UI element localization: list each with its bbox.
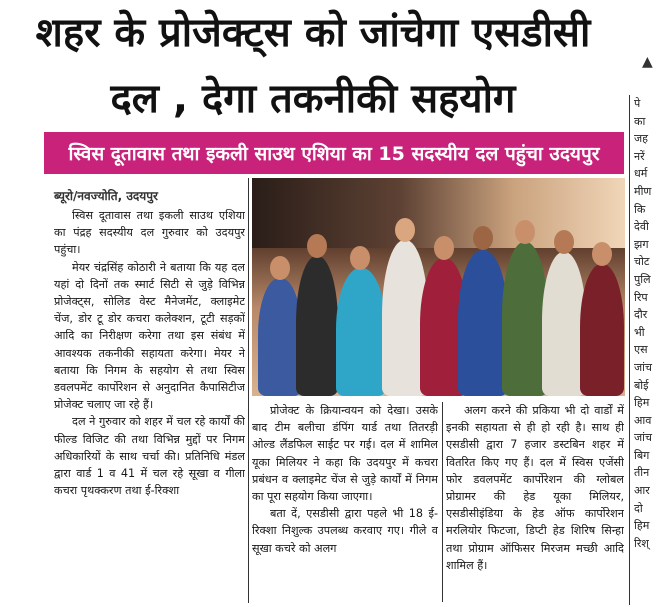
- sub-headline-banner: स्विस दूतावास तथा इकली साउथ एशिया का 15 सदस्यीय दल पहुंचा उदयपुर: [44, 132, 624, 174]
- strip-line: कि: [634, 202, 646, 216]
- strip-line: एस: [634, 343, 648, 357]
- article-column-2: [252, 402, 438, 602]
- arrow-icon: ▲: [642, 54, 653, 70]
- strip-line: बिग: [634, 448, 650, 462]
- strip-line: जांच: [634, 431, 652, 445]
- group-photo: [252, 178, 625, 396]
- strip-line: आव: [634, 413, 652, 427]
- paragraph: बता दें, एसडीसी द्वारा पहले भी 18 ई-रिक्शा निशुल्क उपलब्ध करवाए गए। गीले व सूखा कचरे को अलग: [252, 507, 438, 555]
- strip-line: बोई: [634, 378, 649, 392]
- strip-line: पुलि: [634, 272, 651, 286]
- strip-line: आर: [634, 484, 650, 498]
- strip-line: हिम: [634, 519, 650, 533]
- strip-line: भी: [634, 325, 645, 339]
- strip-line: दौर: [634, 308, 648, 322]
- adjacent-article-strip: [634, 95, 656, 600]
- article-column-1: [54, 207, 245, 602]
- strip-line: का: [634, 114, 646, 128]
- strip-line: जांच: [634, 360, 652, 374]
- strip-line: नरें: [634, 149, 645, 163]
- strip-line: झग: [634, 237, 649, 251]
- column-divider: [629, 95, 630, 605]
- paragraph: मेयर चंद्रसिंह कोठारी ने बताया कि यह दल यहां दो दिनों तक स्मार्ट सिटी से जुड़े विभिन्न प्रोजेक्ट्स, सोलिड वेस्ट मैनेजमेंट, क्लाइमेट चेंज, डोर टू डोर कचरा कलेक्शन, टूटी सड़कों आदि का निरीक्षण करेगा तथा इस संबंध में आवश्यक तकनीकी सहायता करेगा। मेयर ने बताया कि निगम के सहयोग से तथा स्विस डवलपमेंट कार्पोरेशन से अनुदानित कैपासिटीज प्रोजेक्ट चलाए जा रहे हैं।: [54, 260, 245, 412]
- strip-line: धर्म: [634, 167, 648, 181]
- paragraph: अलग करने की प्रकिया भी दो वार्डों में इनकी सहायता से ही हो रही है। साथ ही एसडीसी द्वारा 7 हजार डस्टबिन शहर में वितरित किए गए हैं। दल में स्विस एजेंसी फोर डवलपमेंट कार्पोरेशन की ग्लोबल प्रोग्रामर की हेड यूका मिलियर, एसडीसीइंडिया के हेड ऑफ कार्पोरेशन मरलियोर फिटजा, डिप्टी हेड शिरिष सिन्हा तथा प्रोग्राम ऑफिसर मिरजम मच्छी आदि शामिल हैं।: [446, 404, 624, 572]
- strip-line: रिप: [634, 290, 648, 304]
- strip-line: जह: [634, 132, 649, 146]
- paragraph: प्रोजेक्ट के क्रियान्वयन को देखा। उसके बाद टीम बलीचा डंपिंग यार्ड तथा तितरड़ी ओल्ड लैंडफिल साईट पर गई। दल में शामिल यूका मिलियर ने कहा कि उदयपुर में कचरा प्रबंधन व क्लाइमेट चेंज से जुड़े कार्यों में निगम का पूरा सहयोग किया जाएगा।: [252, 404, 438, 504]
- paragraph: दल ने गुरुवार को शहर में चल रहे कार्यों की फील्ड विजिट की तथा विभिन्न मुद्दों पर निगम अधिकारियों के साथ चर्चा की। प्रतिनिधि मंडल द्वारा वार्ड 1 व 41 में चल रहे सूखा व गीला कचरा पृथक्करण तथा ई-रिक्शा: [54, 415, 245, 498]
- column-divider: [442, 402, 443, 602]
- article-column-3: [446, 402, 624, 602]
- headline: [0, 0, 626, 130]
- headline-line-1: शहर के प्रोजेक्ट्स को जांचेगा एसडीसी: [35, 10, 591, 56]
- strip-line: तीन: [634, 466, 650, 480]
- dateline: ब्यूरो/नवज्योति, उदयपुर: [54, 189, 158, 203]
- headline-line-2: दल , देगा तकनीकी सहयोग: [110, 76, 516, 122]
- strip-line: चोट: [634, 255, 650, 269]
- strip-line: देवी: [634, 220, 649, 234]
- paragraph: स्विस दूतावास तथा इकली साउथ एशिया का पंद्रह सदस्यीय दल गुरुवार को उदयपुर पहुंचा।: [54, 209, 245, 257]
- strip-line: हिम: [634, 396, 650, 410]
- strip-line: रिश्: [634, 536, 649, 550]
- strip-line: दो: [634, 501, 643, 515]
- strip-line: मीण: [634, 184, 652, 198]
- strip-line: पे: [634, 97, 641, 110]
- column-divider: [248, 178, 249, 603]
